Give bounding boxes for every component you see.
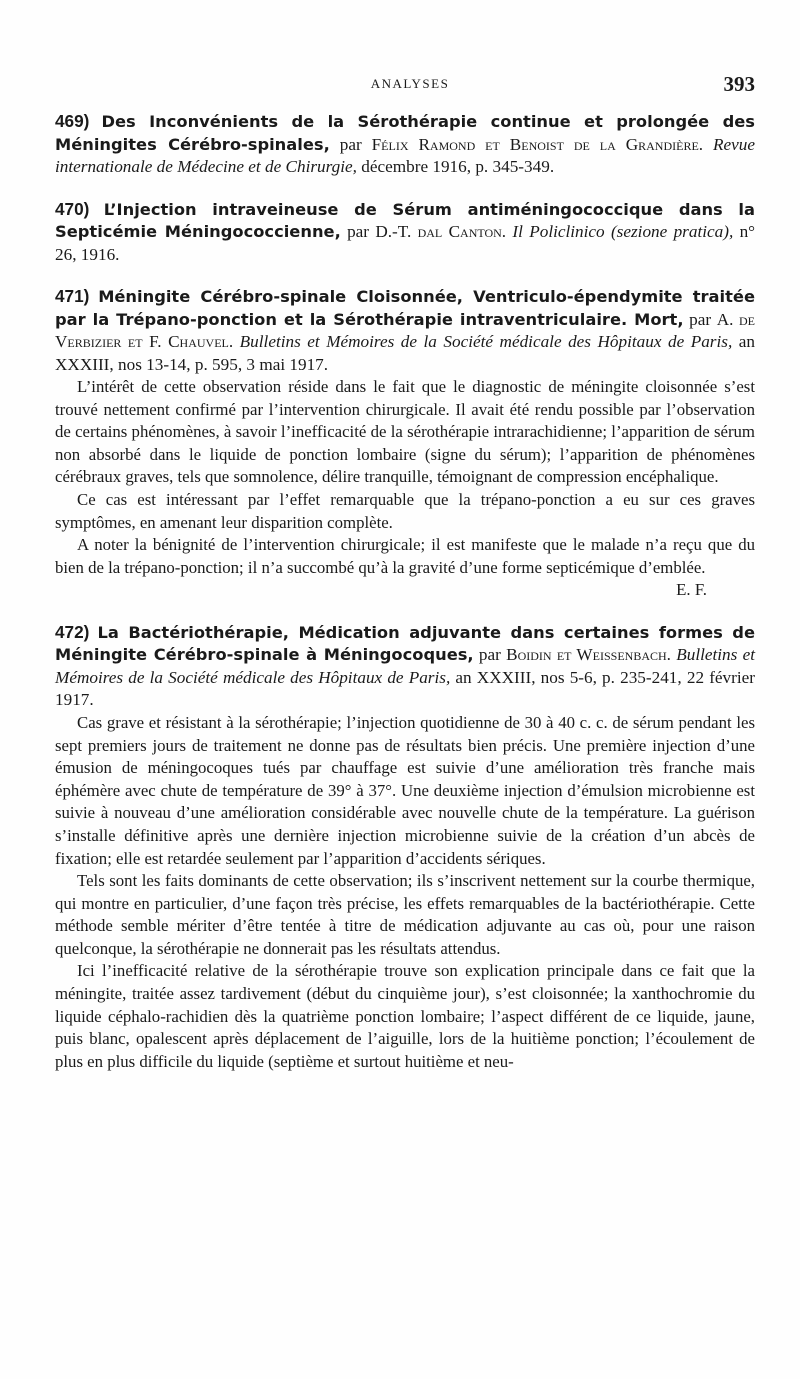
entry-title: Méningite Cérébro-spinale Cloisonnée, Ventriculo-épendymite traitée par la Trépano-ponction et la Sérothérapie intraventriculaire. Mort, (55, 287, 755, 329)
running-title: ANALYSES (370, 76, 450, 91)
entry-journal: Il Policlinico (sezione pratica), (512, 222, 734, 241)
entry-heading (55, 621, 755, 712)
entry-by: par (689, 309, 712, 329)
entry-heading (55, 285, 755, 376)
entry-number: 472) (55, 621, 90, 642)
page-body (55, 110, 755, 1092)
abstract-entry-469 (55, 110, 755, 179)
entry-details: décembre 1916, p. 345-349. (361, 157, 555, 176)
entry-heading (55, 110, 755, 179)
reviewer-signature: E. F. (676, 580, 707, 600)
body-paragraph: A noter la bénignité de l’intervention chirurgicale; il est manifeste que le malade n’a reçu que du bien de la trépano-ponction; il n’a succombé qu’à la gravité d’une forme septicémique d’emblée. (55, 535, 755, 577)
entry-by: par (347, 222, 370, 241)
entry-journal: Bulletins et Mémoires de la Société médicale des Hôpitaux de Paris, (239, 332, 733, 351)
entry-authors: Boidin et Weissenbach. (506, 645, 671, 665)
abstract-entry-470 (55, 198, 755, 267)
body-paragraph: Tels sont les faits dominants de cette observation; ils s’inscrivent nettement sur la courbe thermique, qui montre en particulier, d’une façon très précise, les effets remarquables de la bactériothérapie. Cette méthode semble mériter d’être tentée à titre de médication adjuvante au cas où, pour une raison quelconque, la sérothérapie ne donnerait pas les résultats attendus. (55, 871, 755, 958)
body-paragraph: Ce cas est intéressant par l’effet remarquable que la trépano-ponction a eu sur ces graves symptômes, en amenant leur disparition complète. (55, 489, 755, 532)
entry-journal: Bulletins et Mémoires de la Société médicale des Hôpitaux de Paris, (55, 645, 756, 687)
entry-details: an XXXIII, nos 5-6, p. 235-241, 22 février 1917. (55, 667, 755, 710)
entry-heading (55, 198, 755, 267)
entry-details: an XXXIII, nos 13-14, p. 595, 3 mai 1917. (55, 332, 756, 374)
entry-authors: A. de Verbizier et F. Chauvel. (55, 309, 756, 351)
entry-title: Des Inconvénients de la Sérothérapie continue et prolongée des Méningites Cérébro-spinales, (55, 112, 755, 154)
entry-number: 471) (55, 286, 90, 306)
body-paragraph: Cas grave et résistant à la sérothérapie; l’injection quotidienne de 30 à 40 c. c. de sérum pendant les sept premiers jours de traitement ne donne pas de résultats bien précis. Une première injection d’une émusion de méningocoques tués par chauffage est suivie d’une amélioration très franche mais éphémère avec chute de température de 39° à 37°. Une deuxième injection d’émulsion microbienne est suivie à nouveau d’une amélioration considérable avec nouvelle chute de la température. La guérison s’installe définitive après une dernière injection microbienne suivie de la création d’un abcès de fixation; elle est retardée seulement par l’apparition d’accidents sériques. (55, 712, 755, 868)
entry-title: L’Injection intraveineuse de Sérum antiméningococcique dans la Septicémie Méningococcienne, (55, 199, 756, 241)
entry-title: La Bactériothérapie, Médication adjuvante dans certaines formes de Méningite Cérébro-spinale à Méningocoques, (55, 622, 756, 665)
entry-journal: Revue internationale de Médecine et de Chirurgie, (55, 134, 756, 176)
entry-by: par (339, 134, 362, 154)
entry-number: 469) (55, 111, 90, 131)
body-paragraph: L’intérêt de cette observation réside dans le fait que le diagnostic de méningite cloisonnée s’est trouvé nettement confirmé par l’intervention chirurgicale. Il avait été rendu possible par l’observation de certains phénomènes, à savoir l’inefficacité de la sérothérapie intrarachidienne; l’apparition de sérum non absorbé dans le liquide de ponction lombaire (signe du sérum); l’apparition de phénomènes cérébraux graves, tels que somnolence, délire tranquille, témoignant de compression encéphalique. (55, 377, 755, 487)
page-number: 393 (723, 72, 755, 96)
running-header (55, 72, 765, 96)
abstract-entry-471 (55, 285, 755, 602)
entry-by: par (478, 645, 501, 665)
entry-details: n° 26, 1916. (55, 222, 756, 264)
entry-authors: Félix Ramond et Benoist de la Grandière. (371, 134, 704, 154)
body-paragraph: Ici l’inefficacité relative de la sérothérapie trouve son explication principale dans ce fait que la méningite, traitée assez tardivement (début du cinquième jour), s’est cloisonnée; la xanthochromie du liquide céphalo-rachidien dès la quatrième ponction lombaire; l’aspect différent de ce liquide, jaune, puis blanc, opalescent après déplacement de l’aiguille, lors de la huitième ponction; l’écoulement de plus en plus difficile du liquide (septième et surtout huitième et neu- (55, 961, 755, 1071)
abstract-entry-472 (55, 621, 755, 1074)
entry-number: 470) (55, 198, 90, 219)
entry-authors: D.-T. dal Canton. (375, 222, 507, 241)
